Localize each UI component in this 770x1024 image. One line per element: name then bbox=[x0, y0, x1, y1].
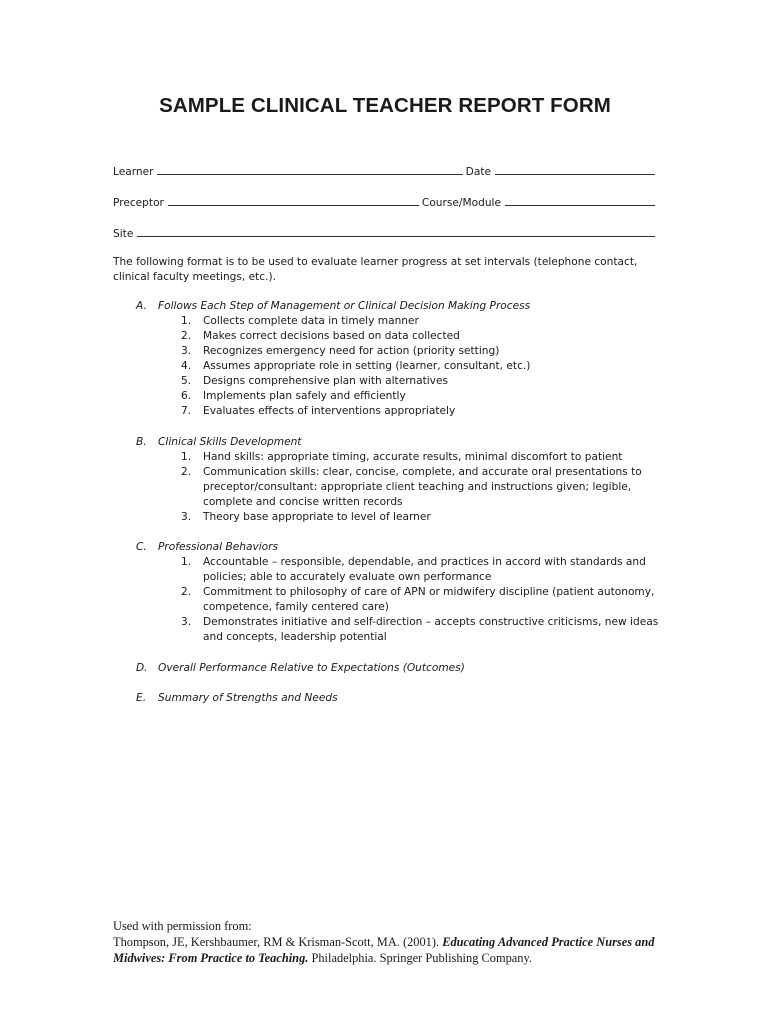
list-item bbox=[181, 314, 661, 329]
citation-suffix: Philadelphia. Springer Publishing Company. bbox=[308, 951, 532, 965]
item-number: 1. bbox=[181, 315, 192, 327]
book-title: Educating Advanced Practice Nurses and Midwives: From Practice to Teaching. bbox=[113, 935, 655, 965]
item-number: 5. bbox=[181, 375, 192, 387]
section-letter: E. bbox=[136, 692, 147, 704]
item-number: 1. bbox=[181, 451, 192, 463]
list-item bbox=[181, 615, 661, 645]
section-c bbox=[136, 540, 661, 645]
item-text: Accountable – responsible, dependable, and practices in accord with standards and policies; able to accurately evaluate own performance bbox=[203, 556, 646, 583]
course-field[interactable] bbox=[505, 204, 655, 206]
item-number: 3. bbox=[181, 616, 192, 628]
item-text: Communication skills: clear, concise, complete, and accurate oral presentations to preceptor/consultant: appropriate client teaching and instructions given; legible, complete and concise written records bbox=[203, 466, 642, 508]
list-item bbox=[181, 374, 661, 389]
section-heading bbox=[136, 661, 661, 676]
section-title: Follows Each Step of Management or Clinical Decision Making Process bbox=[158, 300, 531, 312]
site-field[interactable] bbox=[137, 235, 655, 237]
item-text: Theory base appropriate to level of learner bbox=[203, 511, 431, 523]
section-heading bbox=[136, 540, 661, 555]
item-text: Evaluates effects of interventions appropriately bbox=[203, 405, 456, 417]
section-title: Clinical Skills Development bbox=[158, 436, 302, 448]
item-number: 1. bbox=[181, 556, 192, 568]
site-row bbox=[113, 224, 655, 240]
section-letter: A. bbox=[136, 300, 147, 312]
section-letter: B. bbox=[136, 436, 147, 448]
item-number: 4. bbox=[181, 360, 192, 372]
list-item bbox=[181, 344, 661, 359]
section-title: Summary of Strengths and Needs bbox=[158, 692, 338, 704]
item-text: Collects complete data in timely manner bbox=[203, 315, 419, 327]
list-item bbox=[181, 510, 661, 525]
section-items bbox=[181, 450, 661, 525]
item-text: Assumes appropriate role in setting (learner, consultant, etc.) bbox=[203, 360, 531, 372]
list-item bbox=[181, 585, 661, 615]
learner-field[interactable] bbox=[157, 173, 462, 175]
item-text: Designs comprehensive plan with alternatives bbox=[203, 375, 448, 387]
list-item bbox=[181, 465, 661, 510]
item-text: Demonstrates initiative and self-direction – accepts constructive criticisms, new ideas and concepts, leadership potential bbox=[203, 616, 659, 643]
section-d bbox=[136, 661, 661, 676]
item-text: Hand skills: appropriate timing, accurate results, minimal discomfort to patient bbox=[203, 451, 623, 463]
section-heading bbox=[136, 299, 661, 314]
page-title: SAMPLE CLINICAL TEACHER REPORT FORM bbox=[159, 94, 611, 117]
preceptor-label: Preceptor bbox=[113, 197, 164, 209]
list-item bbox=[181, 389, 661, 404]
footer-citation bbox=[113, 918, 673, 966]
list-item bbox=[181, 359, 661, 374]
section-title: Overall Performance Relative to Expectations (Outcomes) bbox=[158, 662, 465, 674]
list-item bbox=[181, 555, 661, 585]
item-text: Implements plan safely and efficiently bbox=[203, 390, 406, 402]
date-label: Date bbox=[465, 166, 491, 178]
preceptor-field[interactable] bbox=[168, 204, 419, 206]
item-number: 2. bbox=[181, 330, 192, 342]
item-text: Commitment to philosophy of care of APN or midwifery discipline (patient autonomy, competence, family centered care) bbox=[203, 586, 655, 613]
section-title: Professional Behaviors bbox=[158, 541, 279, 553]
list-item bbox=[181, 450, 661, 465]
list-item bbox=[181, 329, 661, 344]
item-number: 7. bbox=[181, 405, 192, 417]
item-text: Recognizes emergency need for action (priority setting) bbox=[203, 345, 500, 357]
item-number: 3. bbox=[181, 345, 192, 357]
footer-reference bbox=[113, 934, 673, 966]
course-label: Course/Module bbox=[421, 197, 501, 209]
section-a bbox=[136, 299, 661, 419]
section-heading bbox=[136, 691, 661, 706]
date-field[interactable] bbox=[495, 173, 655, 175]
item-number: 3. bbox=[181, 511, 192, 523]
footer-permission: Used with permission from: bbox=[113, 919, 252, 933]
item-number: 6. bbox=[181, 390, 192, 402]
learner-label: Learner bbox=[113, 166, 154, 178]
citation-prefix: Thompson, JE, Kershbaumer, RM & Krisman-Scott, MA. (2001). bbox=[113, 935, 443, 949]
item-text: Makes correct decisions based on data collected bbox=[203, 330, 460, 342]
preceptor-course-row bbox=[113, 193, 655, 209]
item-number: 2. bbox=[181, 466, 192, 478]
list-item bbox=[181, 404, 661, 419]
section-b bbox=[136, 435, 661, 525]
section-items bbox=[181, 555, 661, 645]
section-letter: C. bbox=[136, 541, 147, 553]
section-heading bbox=[136, 435, 661, 450]
item-number: 2. bbox=[181, 586, 192, 598]
section-items bbox=[181, 314, 661, 419]
section-letter: D. bbox=[136, 662, 148, 674]
site-label: Site bbox=[113, 228, 134, 240]
section-e bbox=[136, 691, 661, 706]
learner-date-row bbox=[113, 162, 655, 178]
intro-paragraph: The following format is to be used to evaluate learner progress at set intervals (telephone contact, clinical faculty meetings, etc.). bbox=[113, 256, 638, 283]
